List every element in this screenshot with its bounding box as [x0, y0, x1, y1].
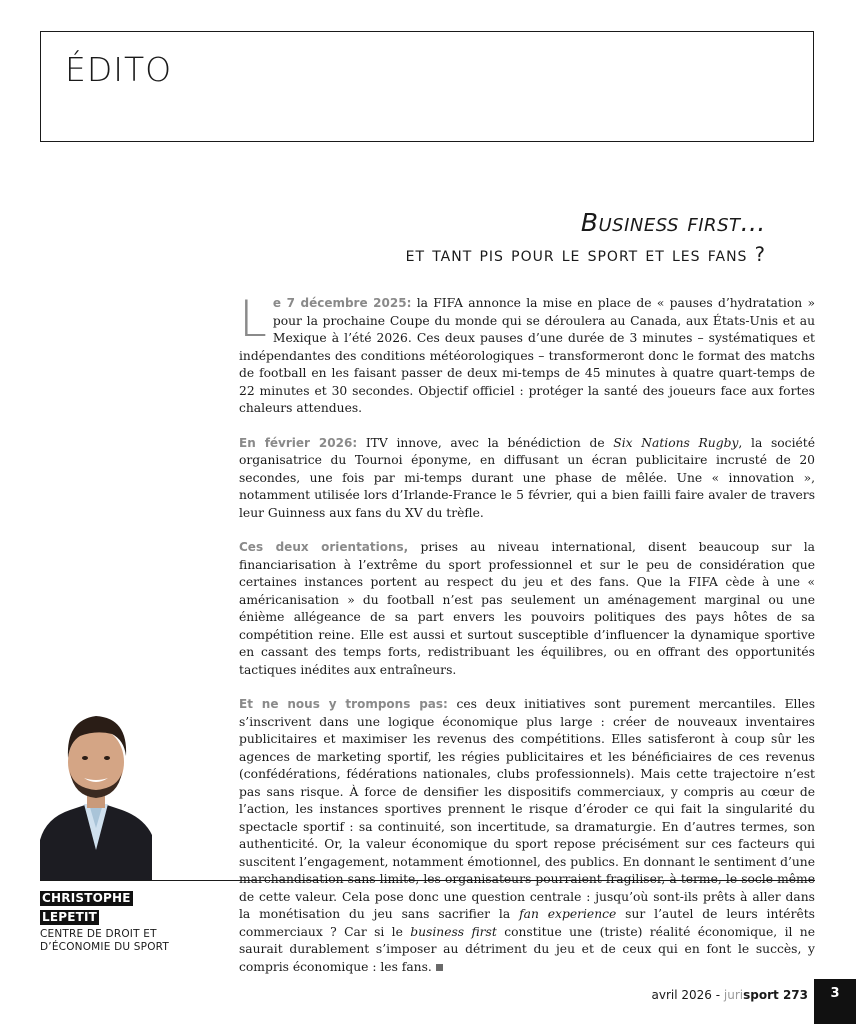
page-footer — [652, 988, 808, 1002]
article-headline — [406, 208, 766, 270]
paragraph-4-text-b: sur l’autel de leurs intérêts commerciaux ? Car si le — [239, 907, 815, 939]
paragraph-1-lead: e 7 décembre 2025: — [272, 296, 412, 310]
paragraph-1-text: la FIFA annonce la mise en place de « pauses d’hydratation » pour la prochaine Coupe du monde qui se déroulera au Canada, aux États-Unis et au Mexique à l’été 2026. Ces deux pauses d’une durée de 3 minutes – systématiques et indépendantes des conditions météorologiques – transformeront donc le format des matchs de football en les faisant passer de deux mi-temps de 45 minutes à quatre quart-temps de 22 minutes et 30 secondes. Objectif officiel : protéger la santé des joueurs face aux fortes chaleurs attendues. — [239, 296, 815, 415]
edito-header-box — [40, 31, 814, 142]
footer-brand-sport: sport — [743, 988, 779, 1002]
paragraph-3-lead: Ces deux orientations, — [239, 540, 409, 554]
paragraph-3 — [239, 539, 815, 679]
page-number: 3 — [814, 979, 856, 1024]
author-photo — [40, 700, 152, 880]
section-title: ÉDITO — [65, 50, 173, 89]
paragraph-2-text-a: ITV innove, avec la bénédiction de — [357, 435, 614, 450]
paragraph-1 — [239, 290, 815, 418]
article-body — [239, 290, 816, 993]
drop-cap: L — [239, 290, 267, 348]
paragraph-4-italic-b: business first — [410, 924, 497, 939]
author-role-line-2: D’ÉCONOMIE DU SPORT — [40, 940, 170, 953]
paragraph-2-text-b: , la société organisatrice du Tournoi éponyme, en diffusant un écran publicitaire incrusté de 20 secondes, une fois par mi-temps durant une phase de mêlée. Une « innovation », notamment utilisée lors d’Irlande-France le 5 février, qui a bien failli faire avaler de travers leur Guinness aux fans du XV du trèfle. — [239, 435, 816, 520]
footer-brand-juri: juri — [723, 988, 744, 1002]
author-divider — [40, 880, 815, 881]
paragraph-4-lead: Et ne nous y trompons pas: — [239, 697, 448, 711]
author-last-name: LEPETIT — [42, 910, 98, 924]
paragraph-4 — [239, 696, 815, 976]
paragraph-2-italic: Six Nations Rugby — [613, 435, 739, 450]
paragraph-2-lead: En février 2026: — [239, 435, 358, 450]
end-of-article-square-icon — [436, 964, 443, 971]
headline-line-1: Business first… — [580, 208, 766, 237]
paragraph-2 — [239, 435, 815, 523]
headline-line-2: et tant pis pour le sport et les fans ? — [405, 243, 766, 266]
paragraph-4-text-c: constitue une (triste) réalité économique, il ne saurait durablement s’imposer au détriment du jeu et de ceux qui en font le succès, y compris économique : les fans. — [239, 924, 815, 974]
paragraph-4-text-a: ces deux initiatives sont purement mercantiles. Elles s’inscrivent dans une logique économique plus large : créer de nouveaux inventaires publicitaires et maximiser les revenus des compétitions. Elles satisferont à coup sûr les agences de marketing sportif, les régies publicitaires et les bénéficiaires de ces revenus (confédérations, fédérations nationales, clubs professionnels). Mais cette trajectoire n’est pas sans risque. À force de densifier les dispositifs commerciaux, y compris au cœur de l’action, les instances sportives prennent le risque d’éroder ce qui fait la singularité du spectacle sportif : sa continuité, son incertitude, sa dramaturgie. En d’autres termes, son authenticité. Or, la valeur économique du sport repose précisément sur ces facteurs qui suscitent l’engagement, notamment émotionnel, des publics. En donnant le sentiment d’une marchandisation sans limite, les organisateurs pourraient fragiliser, à terme, le socle même de cette valeur. Cela pose donc une question centrale : jusqu’où sont-ils prêts à aller dans la monétisation du jeu sans sacrifier la — [239, 697, 816, 921]
footer-issue: 273 — [778, 988, 808, 1002]
author-first-name: CHRISTOPHE — [42, 891, 131, 905]
paragraph-3-text: prises au niveau international, disent beaucoup sur la financiarisation à l’extrême du sport professionnel et sur le peu de considération que certaines instances portent au respect du jeu et des fans. Que la FIFA cède à une « américanisation » du football n’est pas seulement un aménagement marginal ou une énième allégeance de sa part envers les pouvoirs politiques des pays hôtes de sa compétition reine. Elle est aussi et surtout susceptible d’influencer la dynamique sportive en cassant des temps forts, redistribuant les équilibres, ou en offrant des opportunités tactiques inédites aux entraîneurs. — [239, 540, 815, 677]
footer-date: avril 2026 - — [651, 988, 724, 1002]
author-block — [40, 887, 169, 953]
paragraph-4-italic-a: fan experience — [519, 907, 617, 921]
author-role-line-1: CENTRE DE DROIT ET — [40, 928, 157, 940]
